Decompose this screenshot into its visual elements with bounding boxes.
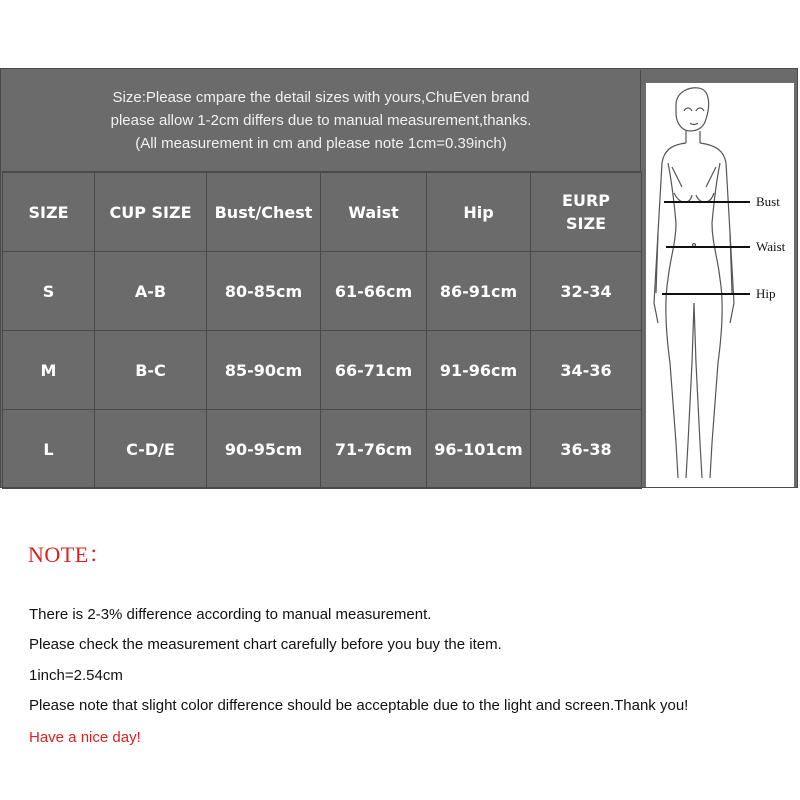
table-cell: 85-90cm	[207, 331, 321, 410]
column-header-hip: Hip	[427, 173, 531, 252]
waist-label: Waist	[756, 239, 786, 254]
table-row	[3, 331, 642, 410]
note-title: NOTE：	[28, 542, 112, 567]
table-row	[3, 410, 642, 489]
table-row	[3, 252, 642, 331]
table-cell: L	[3, 410, 95, 489]
size-chart-header-note	[2, 70, 641, 172]
table-cell: M	[3, 331, 95, 410]
column-header-eurp-size	[531, 173, 642, 252]
body-outline-illustration	[646, 83, 794, 487]
note-line-4: Please note that slight color difference should be acceptable due to the light and screen.Thank you!	[29, 697, 689, 714]
table-header-row	[3, 173, 642, 252]
hip-label: Hip	[756, 286, 776, 301]
closing-message: Have a nice day!	[29, 729, 141, 746]
table-cell: 91-96cm	[427, 331, 531, 410]
body-silhouette	[654, 88, 734, 478]
bust-label: Bust	[756, 194, 780, 209]
note-line-1: There is 2-3% difference according to manual measurement.	[29, 606, 432, 623]
table-cell: 34-36	[531, 331, 642, 410]
column-header-bust: Bust/Chest	[207, 173, 321, 252]
header-note-line-3: (All measurement in cm and please note 1cm=0.39inch)	[135, 135, 507, 152]
note-line-2: Please check the measurement chart carefully before you buy the item.	[29, 636, 502, 653]
body-measurement-figure	[646, 83, 794, 487]
table-cell: 71-76cm	[321, 410, 427, 489]
table-cell: 32-34	[531, 252, 642, 331]
table-cell: 80-85cm	[207, 252, 321, 331]
header-note-line-2: please allow 1-2cm differs due to manual measurement,thanks.	[110, 112, 532, 129]
table-cell: 66-71cm	[321, 331, 427, 410]
note-line-3: 1inch=2.54cm	[29, 667, 123, 684]
eurp-header-line-2: SIZE	[565, 214, 606, 233]
eurp-header-line-1: EURP	[562, 191, 610, 210]
column-header-size: SIZE	[3, 173, 95, 252]
column-header-waist: Waist	[321, 173, 427, 252]
size-chart-panel	[0, 68, 798, 488]
table-cell: S	[3, 252, 95, 331]
column-header-cup-size: CUP SIZE	[95, 173, 207, 252]
table-cell: A-B	[95, 252, 207, 331]
header-note-line-1: Size:Please cmpare the detail sizes with yours,ChuEven brand	[112, 89, 530, 106]
table-cell: 96-101cm	[427, 410, 531, 489]
table-cell: B-C	[95, 331, 207, 410]
table-cell: 90-95cm	[207, 410, 321, 489]
size-table	[2, 172, 642, 489]
table-cell: 36-38	[531, 410, 642, 489]
table-cell: C-D/E	[95, 410, 207, 489]
table-cell: 61-66cm	[321, 252, 427, 331]
table-cell: 86-91cm	[427, 252, 531, 331]
